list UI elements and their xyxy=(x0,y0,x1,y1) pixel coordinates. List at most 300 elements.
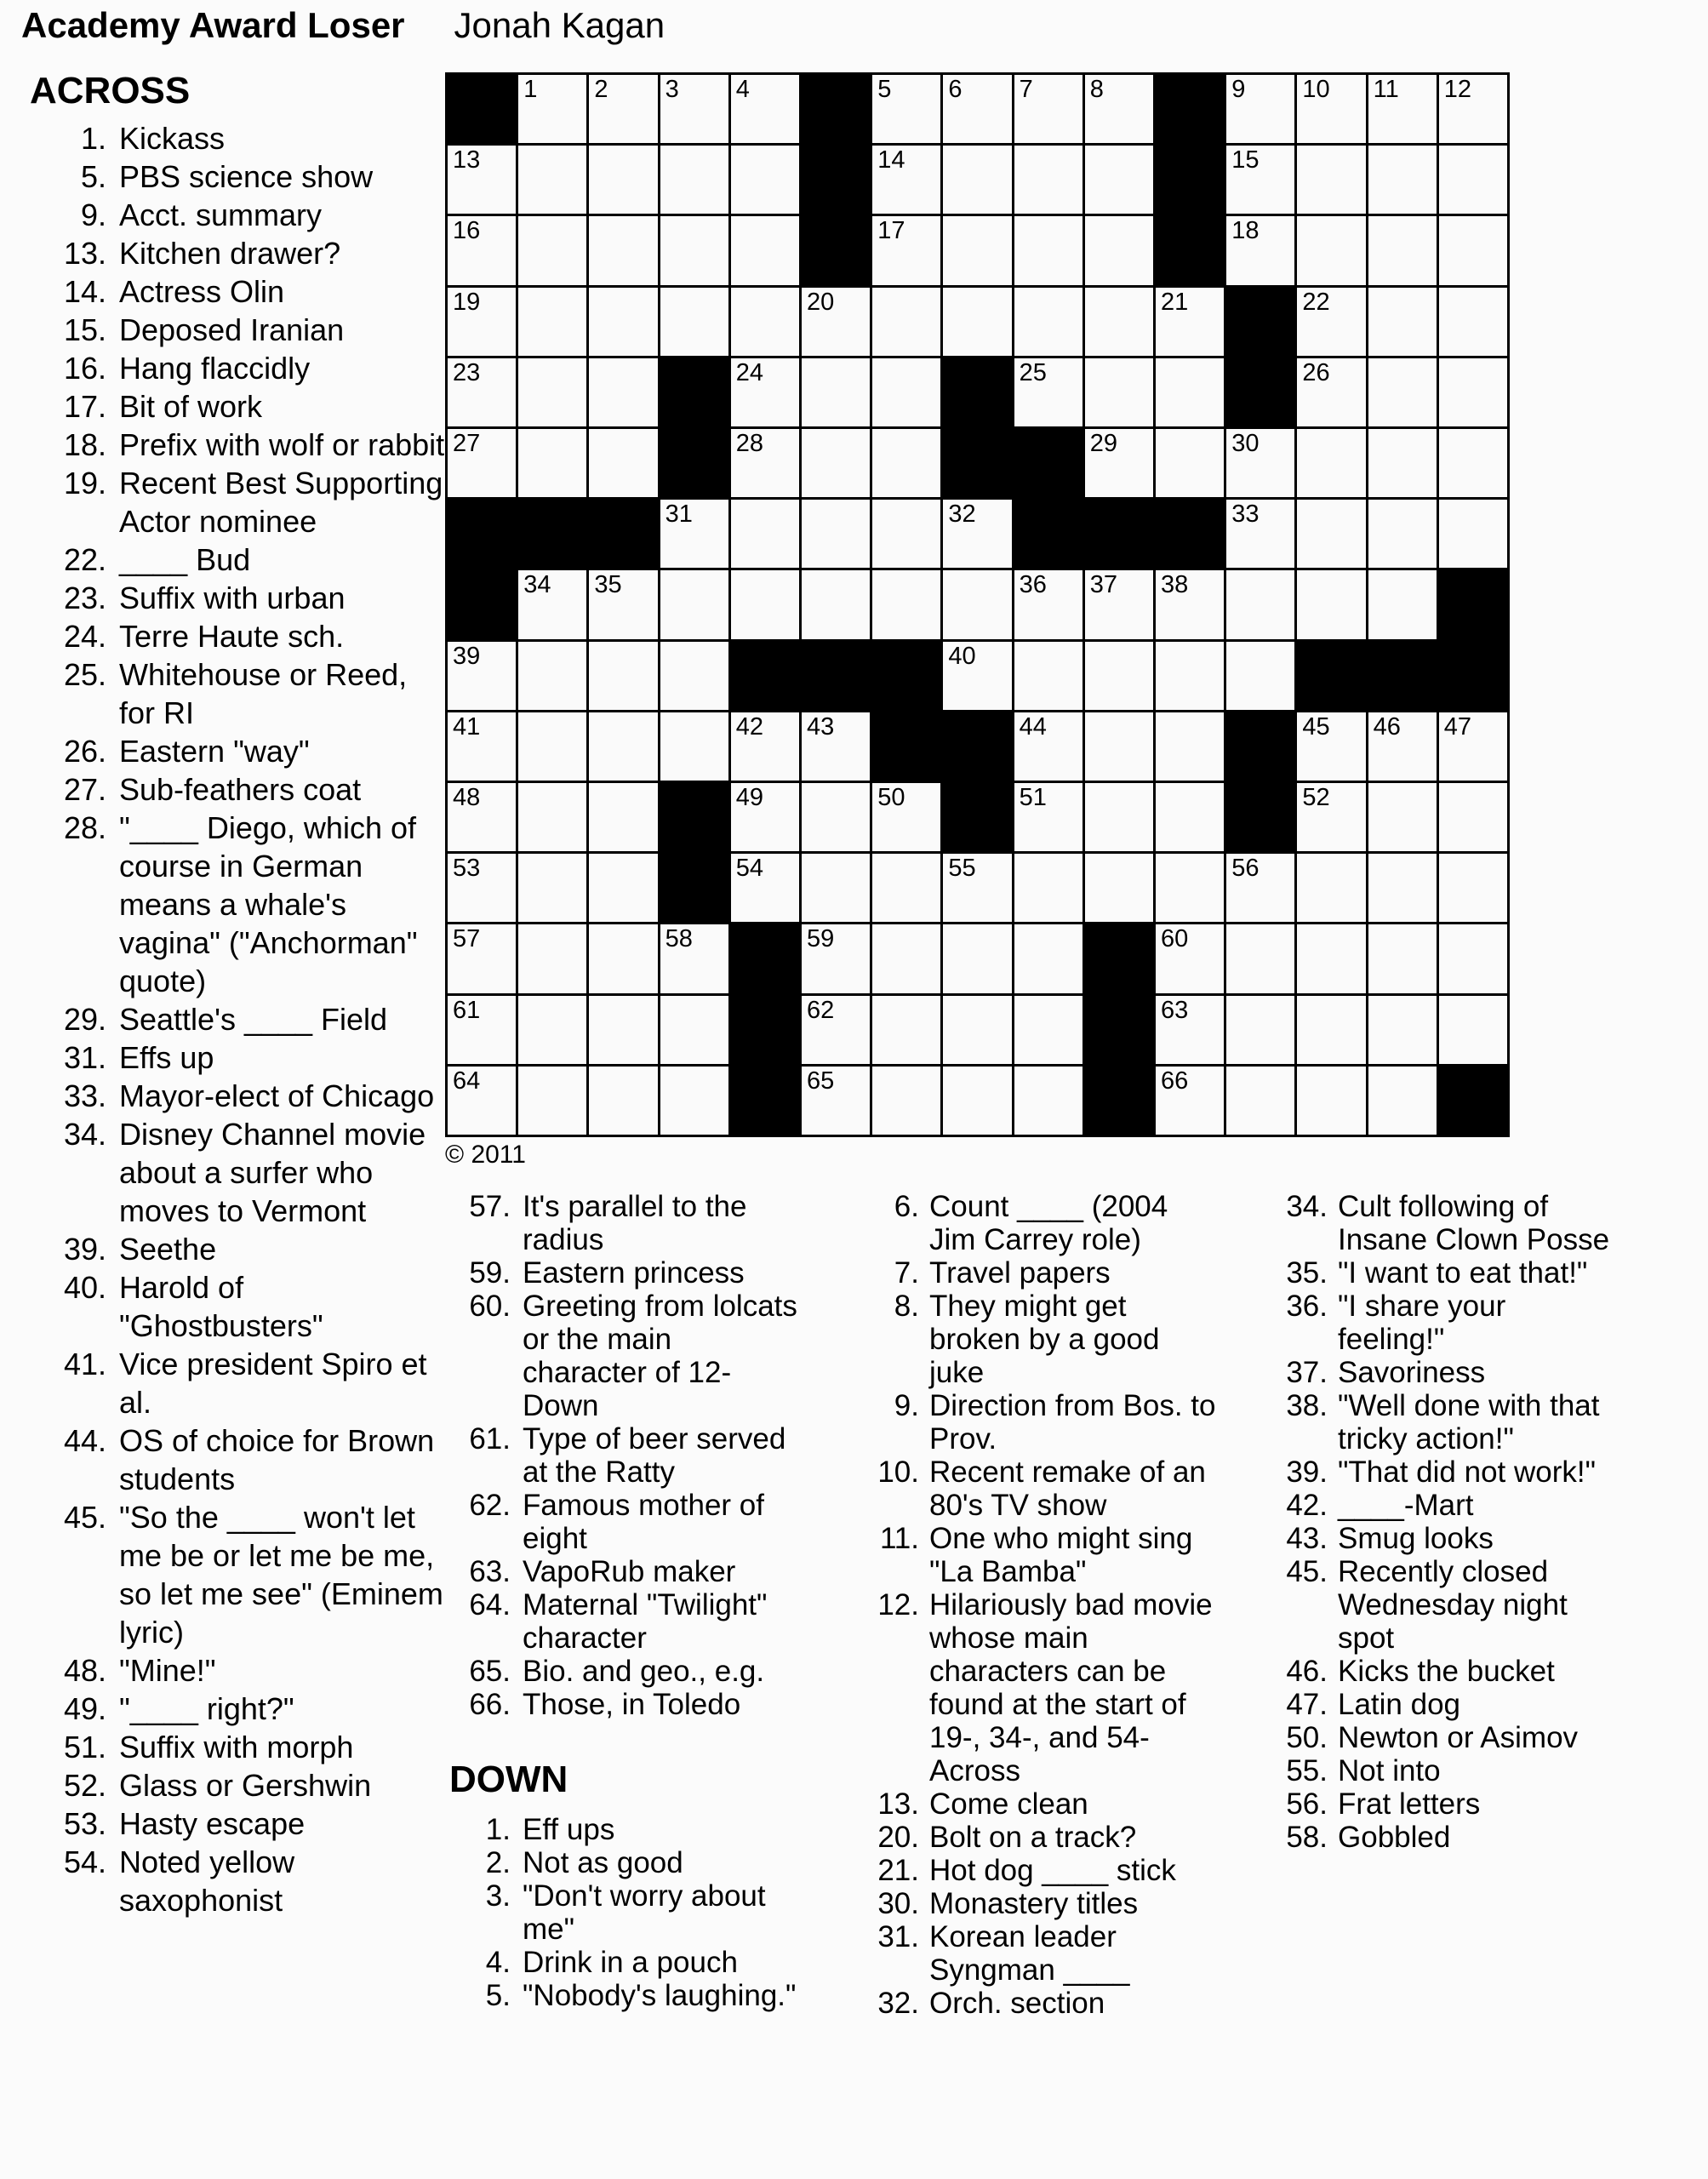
grid-cell-r5c14[interactable] xyxy=(1368,358,1437,426)
grid-cell-r5c1[interactable] xyxy=(448,358,516,426)
grid-cell-r11c2[interactable] xyxy=(518,783,586,851)
clue-item-40 xyxy=(30,1268,448,1345)
grid-cell-r5c5[interactable] xyxy=(731,358,799,426)
clue-item-52 xyxy=(30,1766,448,1804)
black-square-r1c11 xyxy=(1156,75,1224,143)
crossword-grid xyxy=(445,72,1510,1137)
grid-cell-r4c9[interactable] xyxy=(1014,288,1082,356)
grid-cell-r3c5[interactable] xyxy=(731,216,799,284)
clue-number: 19. xyxy=(63,466,106,500)
grid-cell-r11c15[interactable] xyxy=(1439,783,1507,851)
cell-number-5: 5 xyxy=(877,76,892,103)
clue-item-16 xyxy=(30,349,448,387)
grid-cell-r6c15[interactable] xyxy=(1439,429,1507,497)
grid-cell-r4c13[interactable] xyxy=(1297,288,1365,356)
grid-cell-r3c7[interactable] xyxy=(872,216,940,284)
clue-text: "Nobody's laughing." xyxy=(523,1979,797,2012)
black-square-r9c6 xyxy=(802,642,870,710)
grid-cell-r2c12[interactable] xyxy=(1226,146,1294,214)
grid-cell-r8c13[interactable] xyxy=(1297,570,1365,638)
grid-cell-r10c9[interactable] xyxy=(1014,712,1082,781)
grid-cell-r12c12[interactable] xyxy=(1226,854,1294,922)
clue-number: 32. xyxy=(877,1987,919,2020)
grid-cell-r11c14[interactable] xyxy=(1368,783,1437,851)
grid-cell-r2c13[interactable] xyxy=(1297,146,1365,214)
puzzle-title: Academy Award Loser xyxy=(21,5,405,45)
grid-cell-r13c3[interactable] xyxy=(589,924,657,992)
grid-cell-r2c8[interactable] xyxy=(943,146,1011,214)
cell-number-10: 10 xyxy=(1302,76,1330,103)
grid-cell-r1c15[interactable] xyxy=(1439,75,1507,143)
grid-cell-r1c7[interactable] xyxy=(872,75,940,143)
clue-text: Come clean xyxy=(929,1787,1088,1821)
grid-cell-r2c15[interactable] xyxy=(1439,146,1507,214)
grid-cell-r14c12[interactable] xyxy=(1226,996,1294,1064)
grid-cell-r13c2[interactable] xyxy=(518,924,586,992)
grid-cell-r14c1[interactable] xyxy=(448,996,516,1064)
clue-item-32 xyxy=(870,1987,1220,2020)
clue-number: 51. xyxy=(63,1730,106,1764)
grid-cell-r10c2[interactable] xyxy=(518,712,586,781)
grid-cell-r1c3[interactable] xyxy=(589,75,657,143)
clue-item-50 xyxy=(1273,1721,1611,1754)
grid-cell-r7c7[interactable] xyxy=(872,500,940,568)
grid-cell-r1c5[interactable] xyxy=(731,75,799,143)
clue-item-57 xyxy=(460,1190,800,1256)
grid-cell-r11c6[interactable] xyxy=(802,783,870,851)
grid-cell-r12c8[interactable] xyxy=(943,854,1011,922)
grid-cell-r15c11[interactable] xyxy=(1156,1067,1224,1135)
grid-cell-r14c2[interactable] xyxy=(518,996,586,1064)
grid-cell-r13c15[interactable] xyxy=(1439,924,1507,992)
clue-text: Terre Haute sch. xyxy=(119,619,345,654)
cell-number-21: 21 xyxy=(1160,288,1189,316)
grid-cell-r13c6[interactable] xyxy=(802,924,870,992)
grid-cell-r4c1[interactable] xyxy=(448,288,516,356)
clue-number: 55. xyxy=(1286,1754,1328,1787)
grid-cell-r14c9[interactable] xyxy=(1014,996,1082,1064)
clue-text: Count ____ (2004 Jim Carrey role) xyxy=(929,1190,1168,1256)
grid-cell-r5c10[interactable] xyxy=(1085,358,1153,426)
grid-cell-r6c7[interactable] xyxy=(872,429,940,497)
grid-cell-r7c13[interactable] xyxy=(1297,500,1365,568)
clue-number: 8. xyxy=(894,1290,919,1323)
clue-item-65 xyxy=(460,1655,800,1688)
grid-cell-r12c10[interactable] xyxy=(1085,854,1153,922)
grid-cell-r8c3[interactable] xyxy=(589,570,657,638)
grid-cell-r6c14[interactable] xyxy=(1368,429,1437,497)
grid-cell-r9c2[interactable] xyxy=(518,642,586,710)
clue-number: 22. xyxy=(63,542,106,577)
grid-cell-r11c1[interactable] xyxy=(448,783,516,851)
black-square-r15c15 xyxy=(1439,1067,1507,1135)
clue-text: Monastery titles xyxy=(929,1887,1139,1920)
grid-cell-r11c5[interactable] xyxy=(731,783,799,851)
cell-number-7: 7 xyxy=(1019,76,1033,103)
grid-cell-r12c13[interactable] xyxy=(1297,854,1365,922)
grid-cell-r3c12[interactable] xyxy=(1226,216,1294,284)
grid-cell-r6c6[interactable] xyxy=(802,429,870,497)
clue-text: Seethe xyxy=(119,1232,217,1267)
grid-cell-r12c9[interactable] xyxy=(1014,854,1082,922)
black-square-r10c12 xyxy=(1226,712,1294,781)
grid-cell-r12c1[interactable] xyxy=(448,854,516,922)
cell-number-60: 60 xyxy=(1160,925,1189,953)
clue-text: Those, in Toledo xyxy=(523,1688,741,1721)
grid-cell-r9c9[interactable] xyxy=(1014,642,1082,710)
grid-cell-r8c11[interactable] xyxy=(1156,570,1224,638)
grid-cell-r4c10[interactable] xyxy=(1085,288,1153,356)
grid-cell-r2c4[interactable] xyxy=(660,146,728,214)
grid-cell-r3c2[interactable] xyxy=(518,216,586,284)
cell-number-55: 55 xyxy=(948,855,976,883)
black-square-r14c5 xyxy=(731,996,799,1064)
grid-cell-r6c2[interactable] xyxy=(518,429,586,497)
grid-cell-r14c4[interactable] xyxy=(660,996,728,1064)
grid-cell-r12c14[interactable] xyxy=(1368,854,1437,922)
clue-item-17 xyxy=(30,387,448,426)
grid-cell-r12c11[interactable] xyxy=(1156,854,1224,922)
clue-text: Mayor-elect of Chicago xyxy=(119,1078,435,1113)
clue-number: 18. xyxy=(63,427,106,462)
grid-cell-r12c6[interactable] xyxy=(802,854,870,922)
grid-cell-r2c10[interactable] xyxy=(1085,146,1153,214)
clue-number: 44. xyxy=(63,1423,106,1458)
grid-cell-r8c2[interactable] xyxy=(518,570,586,638)
clue-number: 26. xyxy=(63,734,106,769)
grid-cell-r11c3[interactable] xyxy=(589,783,657,851)
grid-cell-r13c9[interactable] xyxy=(1014,924,1082,992)
grid-cell-r8c8[interactable] xyxy=(943,570,1011,638)
down-header: DOWN xyxy=(449,1759,568,1800)
grid-cell-r9c8[interactable] xyxy=(943,642,1011,710)
grid-cell-r12c3[interactable] xyxy=(589,854,657,922)
clue-text: PBS science show xyxy=(119,159,374,194)
black-square-r8c15 xyxy=(1439,570,1507,638)
clue-item-25 xyxy=(30,655,448,732)
grid-cell-r5c3[interactable] xyxy=(589,358,657,426)
grid-cell-r7c5[interactable] xyxy=(731,500,799,568)
grid-cell-r12c7[interactable] xyxy=(872,854,940,922)
grid-cell-r10c1[interactable] xyxy=(448,712,516,781)
clue-item-14 xyxy=(30,272,448,311)
grid-cell-r9c1[interactable] xyxy=(448,642,516,710)
grid-cell-r15c9[interactable] xyxy=(1014,1067,1082,1135)
clue-text: They might get broken by a good juke xyxy=(929,1290,1160,1389)
clue-number: 35. xyxy=(1286,1256,1328,1290)
clue-item-7 xyxy=(870,1256,1220,1290)
black-square-r6c8 xyxy=(943,429,1011,497)
grid-cell-r10c3[interactable] xyxy=(589,712,657,781)
grid-cell-r11c9[interactable] xyxy=(1014,783,1082,851)
grid-cell-r5c15[interactable] xyxy=(1439,358,1507,426)
grid-cell-r3c3[interactable] xyxy=(589,216,657,284)
cell-number-4: 4 xyxy=(735,76,750,103)
clue-number: 16. xyxy=(63,351,106,386)
clue-item-42 xyxy=(1273,1489,1611,1522)
clue-number: 46. xyxy=(1286,1655,1328,1688)
grid-cell-r10c14[interactable] xyxy=(1368,712,1437,781)
grid-cell-r3c4[interactable] xyxy=(660,216,728,284)
grid-cell-r9c4[interactable] xyxy=(660,642,728,710)
across-header: ACROSS xyxy=(30,70,191,112)
grid-cell-r9c11[interactable] xyxy=(1156,642,1224,710)
clue-text: Whitehouse or Reed, for RI xyxy=(119,657,408,730)
grid-cell-r11c11[interactable] xyxy=(1156,783,1224,851)
grid-cell-r5c9[interactable] xyxy=(1014,358,1082,426)
grid-cell-r13c12[interactable] xyxy=(1226,924,1294,992)
grid-cell-r15c3[interactable] xyxy=(589,1067,657,1135)
clue-number: 6. xyxy=(894,1190,919,1223)
grid-cell-r5c6[interactable] xyxy=(802,358,870,426)
clue-item-58 xyxy=(1273,1821,1611,1854)
clue-text: Kitchen drawer? xyxy=(119,236,341,271)
clue-number: 3. xyxy=(485,1879,511,1913)
grid-cell-r5c11[interactable] xyxy=(1156,358,1224,426)
grid-cell-r4c7[interactable] xyxy=(872,288,940,356)
grid-cell-r10c11[interactable] xyxy=(1156,712,1224,781)
clue-item-36 xyxy=(1273,1290,1611,1356)
clue-item-35 xyxy=(1273,1256,1611,1290)
grid-cell-r6c3[interactable] xyxy=(589,429,657,497)
clue-number: 40. xyxy=(63,1270,106,1305)
black-square-r15c10 xyxy=(1085,1067,1153,1135)
grid-cell-r6c10[interactable] xyxy=(1085,429,1153,497)
grid-cell-r2c1[interactable] xyxy=(448,146,516,214)
grid-cell-r14c15[interactable] xyxy=(1439,996,1507,1064)
grid-cell-r4c2[interactable] xyxy=(518,288,586,356)
cell-number-12: 12 xyxy=(1443,76,1472,103)
clue-text: "Mine!" xyxy=(119,1653,216,1688)
grid-cell-r12c2[interactable] xyxy=(518,854,586,922)
grid-cell-r15c4[interactable] xyxy=(660,1067,728,1135)
grid-cell-r8c5[interactable] xyxy=(731,570,799,638)
grid-cell-r11c10[interactable] xyxy=(1085,783,1153,851)
clue-text: Suffix with urban xyxy=(119,580,346,615)
grid-cell-r2c5[interactable] xyxy=(731,146,799,214)
clue-item-11 xyxy=(870,1522,1220,1588)
grid-cell-r13c14[interactable] xyxy=(1368,924,1437,992)
grid-cell-r1c4[interactable] xyxy=(660,75,728,143)
grid-cell-r15c6[interactable] xyxy=(802,1067,870,1135)
grid-cell-r3c15[interactable] xyxy=(1439,216,1507,284)
clue-number: 27. xyxy=(63,772,106,807)
grid-cell-r3c14[interactable] xyxy=(1368,216,1437,284)
grid-cell-r7c6[interactable] xyxy=(802,500,870,568)
grid-cell-r14c14[interactable] xyxy=(1368,996,1437,1064)
grid-cell-r2c3[interactable] xyxy=(589,146,657,214)
grid-cell-r12c5[interactable] xyxy=(731,854,799,922)
grid-cell-r4c8[interactable] xyxy=(943,288,1011,356)
grid-cell-r8c12[interactable] xyxy=(1226,570,1294,638)
grid-cell-r13c11[interactable] xyxy=(1156,924,1224,992)
grid-cell-r13c13[interactable] xyxy=(1297,924,1365,992)
black-square-r9c14 xyxy=(1368,642,1437,710)
grid-cell-r6c12[interactable] xyxy=(1226,429,1294,497)
clue-item-23 xyxy=(30,579,448,617)
grid-cell-r1c13[interactable] xyxy=(1297,75,1365,143)
grid-cell-r4c6[interactable] xyxy=(802,288,870,356)
black-square-r13c10 xyxy=(1085,924,1153,992)
grid-cell-r15c2[interactable] xyxy=(518,1067,586,1135)
grid-cell-r6c1[interactable] xyxy=(448,429,516,497)
clue-item-60 xyxy=(460,1290,800,1422)
grid-cell-r8c6[interactable] xyxy=(802,570,870,638)
clue-item-53 xyxy=(30,1804,448,1843)
grid-cell-r14c6[interactable] xyxy=(802,996,870,1064)
clue-text: "So the ____ won't let me be or let me be me, so let me see" (Eminem lyric) xyxy=(119,1500,443,1650)
grid-cell-r7c4[interactable] xyxy=(660,500,728,568)
clue-text: Not as good xyxy=(523,1846,683,1879)
black-square-r9c7 xyxy=(872,642,940,710)
cell-number-56: 56 xyxy=(1231,855,1260,883)
grid-cell-r15c12[interactable] xyxy=(1226,1067,1294,1135)
clue-text: ____ Bud xyxy=(119,542,251,577)
clue-text: Eff ups xyxy=(523,1813,615,1846)
clue-text: Bio. and geo., e.g. xyxy=(523,1655,765,1688)
clue-item-1 xyxy=(460,1813,800,1846)
black-square-r10c8 xyxy=(943,712,1011,781)
grid-cell-r3c9[interactable] xyxy=(1014,216,1082,284)
clue-number: 33. xyxy=(63,1078,106,1113)
black-square-r9c13 xyxy=(1297,642,1365,710)
grid-cell-r15c8[interactable] xyxy=(943,1067,1011,1135)
grid-cell-r1c14[interactable] xyxy=(1368,75,1437,143)
grid-cell-r1c2[interactable] xyxy=(518,75,586,143)
grid-cell-r10c5[interactable] xyxy=(731,712,799,781)
grid-cell-r3c8[interactable] xyxy=(943,216,1011,284)
grid-cell-r4c11[interactable] xyxy=(1156,288,1224,356)
grid-cell-r11c7[interactable] xyxy=(872,783,940,851)
grid-cell-r3c13[interactable] xyxy=(1297,216,1365,284)
grid-cell-r8c14[interactable] xyxy=(1368,570,1437,638)
grid-cell-r9c12[interactable] xyxy=(1226,642,1294,710)
grid-cell-r10c4[interactable] xyxy=(660,712,728,781)
grid-cell-r10c6[interactable] xyxy=(802,712,870,781)
grid-cell-r13c8[interactable] xyxy=(943,924,1011,992)
across-clues-column xyxy=(30,70,448,1919)
grid-cell-r1c12[interactable] xyxy=(1226,75,1294,143)
black-square-r6c4 xyxy=(660,429,728,497)
grid-cell-r10c13[interactable] xyxy=(1297,712,1365,781)
clue-number: 48. xyxy=(63,1653,106,1688)
grid-cell-r8c9[interactable] xyxy=(1014,570,1082,638)
grid-cell-r2c2[interactable] xyxy=(518,146,586,214)
grid-cell-r7c14[interactable] xyxy=(1368,500,1437,568)
grid-cell-r13c1[interactable] xyxy=(448,924,516,992)
clue-number: 11. xyxy=(879,1522,919,1555)
grid-cell-r14c8[interactable] xyxy=(943,996,1011,1064)
clue-number: 34. xyxy=(1286,1190,1328,1223)
cell-number-31: 31 xyxy=(665,500,693,529)
bottom-column-3 xyxy=(1273,1190,1611,1854)
grid-cell-r7c15[interactable] xyxy=(1439,500,1507,568)
grid-cell-r2c9[interactable] xyxy=(1014,146,1082,214)
grid-cell-r1c9[interactable] xyxy=(1014,75,1082,143)
grid-cell-r8c7[interactable] xyxy=(872,570,940,638)
clue-item-30 xyxy=(870,1887,1220,1920)
grid-cell-r11c13[interactable] xyxy=(1297,783,1365,851)
clue-number: 49. xyxy=(63,1691,106,1726)
grid-cell-r2c14[interactable] xyxy=(1368,146,1437,214)
clue-item-46 xyxy=(1273,1655,1611,1688)
clue-text: Korean leader Syngman ____ xyxy=(929,1920,1130,1987)
clue-text: "That did not work!" xyxy=(1338,1456,1597,1489)
grid-cell-r14c3[interactable] xyxy=(589,996,657,1064)
grid-cell-r5c7[interactable] xyxy=(872,358,940,426)
grid-cell-r2c7[interactable] xyxy=(872,146,940,214)
black-square-r7c11 xyxy=(1156,500,1224,568)
grid-cell-r14c7[interactable] xyxy=(872,996,940,1064)
grid-cell-r15c14[interactable] xyxy=(1368,1067,1437,1135)
cell-number-3: 3 xyxy=(665,76,679,103)
cell-number-35: 35 xyxy=(594,571,622,599)
grid-cell-r1c8[interactable] xyxy=(943,75,1011,143)
grid-cell-r1c10[interactable] xyxy=(1085,75,1153,143)
clue-item-37 xyxy=(1273,1356,1611,1389)
grid-cell-r13c7[interactable] xyxy=(872,924,940,992)
black-square-r1c6 xyxy=(802,75,870,143)
grid-cell-r15c13[interactable] xyxy=(1297,1067,1365,1135)
clue-text: Acct. summary xyxy=(119,197,323,232)
clue-item-47 xyxy=(1273,1688,1611,1721)
grid-cell-r7c8[interactable] xyxy=(943,500,1011,568)
clue-number: 29. xyxy=(63,1002,106,1037)
clue-text: It's parallel to the radius xyxy=(523,1190,747,1256)
grid-cell-r13c4[interactable] xyxy=(660,924,728,992)
grid-cell-r4c4[interactable] xyxy=(660,288,728,356)
grid-cell-r8c10[interactable] xyxy=(1085,570,1153,638)
grid-cell-r3c1[interactable] xyxy=(448,216,516,284)
clue-text: Cult following of Insane Clown Posse xyxy=(1338,1190,1610,1256)
grid-cell-r6c13[interactable] xyxy=(1297,429,1365,497)
clue-number: 17. xyxy=(63,389,106,424)
grid-cell-r3c10[interactable] xyxy=(1085,216,1153,284)
grid-cell-r10c10[interactable] xyxy=(1085,712,1153,781)
clue-item-21 xyxy=(870,1854,1220,1887)
clue-text: "____ right?" xyxy=(119,1691,294,1726)
clue-text: Noted yellow saxophonist xyxy=(119,1844,295,1918)
grid-cell-r6c5[interactable] xyxy=(731,429,799,497)
cell-number-41: 41 xyxy=(453,712,481,741)
grid-cell-r8c4[interactable] xyxy=(660,570,728,638)
grid-cell-r15c7[interactable] xyxy=(872,1067,940,1135)
grid-cell-r4c5[interactable] xyxy=(731,288,799,356)
grid-cell-r14c11[interactable] xyxy=(1156,996,1224,1064)
grid-cell-r12c15[interactable] xyxy=(1439,854,1507,922)
grid-cell-r10c15[interactable] xyxy=(1439,712,1507,781)
grid-cell-r4c3[interactable] xyxy=(589,288,657,356)
clue-number: 66. xyxy=(469,1688,511,1721)
clue-item-10 xyxy=(870,1456,1220,1522)
grid-cell-r4c14[interactable] xyxy=(1368,288,1437,356)
grid-cell-r5c2[interactable] xyxy=(518,358,586,426)
page-header xyxy=(21,5,665,46)
grid-cell-r7c12[interactable] xyxy=(1226,500,1294,568)
grid-cell-r9c10[interactable] xyxy=(1085,642,1153,710)
cell-number-66: 66 xyxy=(1160,1067,1189,1095)
grid-cell-r5c13[interactable] xyxy=(1297,358,1365,426)
clue-number: 45. xyxy=(1286,1555,1328,1588)
grid-cell-r14c13[interactable] xyxy=(1297,996,1365,1064)
cell-number-45: 45 xyxy=(1302,712,1330,741)
clue-item-24 xyxy=(30,617,448,655)
cell-number-19: 19 xyxy=(453,288,481,316)
grid-cell-r15c1[interactable] xyxy=(448,1067,516,1135)
grid-cell-r4c15[interactable] xyxy=(1439,288,1507,356)
grid-cell-r9c3[interactable] xyxy=(589,642,657,710)
grid-cell-r6c11[interactable] xyxy=(1156,429,1224,497)
